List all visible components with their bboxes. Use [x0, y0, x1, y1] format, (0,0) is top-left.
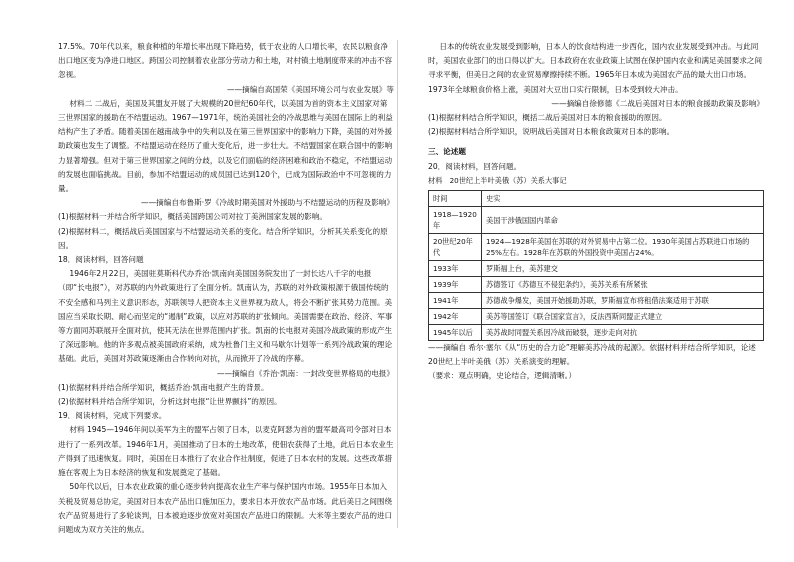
table-header-row	[429, 191, 764, 207]
row-time: 1941年	[429, 293, 482, 309]
question-19-material-end: 日本的传统农业发展受到影响，日本人的饮食结构进一步西化，国内农业发展受到冲击。与此同时，美国农业部门的出口得以扩大。日本政府在农业政策上试图在保护国内农业和满足美国要求之间寻求平衡，但美日之间的农业贸易摩擦持续不断。1965年日本成为美国农产品的最大出口市场。1973年全球粮食价格上涨，美国对大豆出口实行限制，日本受到较大冲击。	[428, 42, 763, 94]
row-event: 美苏等国签订《联合国家宣言》，反法西斯同盟正式建立	[482, 309, 764, 325]
left-column	[58, 40, 394, 537]
source-citation: ——摘编自布鲁斯·罗《冷战时期美国对外援助与不结盟运动的历程及影响》	[140, 198, 394, 208]
source-citation: ——摘编自高国荣《美国环境公司与农业发展》等	[226, 84, 394, 94]
table-row	[429, 207, 764, 234]
source-citation: ——摘编自徐修德《二战后美国对日本的粮食援助政策及影响》	[551, 98, 764, 108]
material-two-text: 材料二 二战后，美国及其盟友开展了大规模的20世纪60年代，以美国为首的资本主义国家对第三世界国家的援助在不结盟运动。1967—1971年，统治美国社会的冷战思维与美国在国际上的利益结构产生了矛盾。随着美国在越南战争中的失利以及在第三世界国家中的影响力下降，美国的对外援助政策也发生了调整。不结盟运动在经历了重大变化后，进一步壮大。不结盟国家在联合国中的影响力显著增强。但对于第三世界国家之间的分歧，以及它们面临的经济困难和政治不稳定，不结盟运动的发展也面临挑战。目前，参加不结盟运动的成员国已达到120个，已成为国际政治中不可忽视的力量。	[58, 98, 393, 194]
table-row	[429, 261, 764, 277]
question-18-material: 1946年2月22日，美国驻莫斯科代办乔治·凯南向美国国务院发出了一封长达八千字的电报（即“长电报”），对苏联的内外政策进行了全面分析。凯南认为，苏联的对外政策根源于俄国传统的不安全感和马列主义意识形态，苏联领导人把资本主义世界视为敌人，将会不断扩张其势力范围。美国应当采取长期、耐心而坚定的“遏制”政策，以应对苏联的扩张倾向。美国需要在政治、经济、军事等方面同苏联展开全面对抗，使其无法在世界范围内扩张。凯南的长电报对美国冷战政策的形成产生了深远影响。他的许多观点被美国政府采纳，成为杜鲁门主义和马歇尔计划等一系列冷战政策的理论基础。此后，美国对苏政策逐渐由合作转向对抗，从而掀开了冷战的序幕。	[58, 269, 393, 364]
question-20-heading: 20．阅读材料，回答问题。	[428, 161, 522, 171]
question-20-requirement: （要求：观点明确，史论结合，逻辑清晰。）	[428, 371, 577, 381]
row-event: 苏德战争爆发，美国开始援助苏联，罗斯福宣布将租借法案适用于苏联	[482, 293, 764, 309]
row-event: 罗斯福上台，美苏建交	[482, 261, 764, 277]
row-time: 1918—1920年	[429, 207, 482, 234]
question-19-material: 材料 1945—1946年间以美军为主的盟军占领了日本，以麦克阿瑟为首的盟军最高司令部对日本进行了一系列改革。1946年1月，美国推动了日本的土地改革，使佃农获得了土地，此后日本农业生产得到了迅速恢复。同时，美国在日本推行了农业合作社制度，促进了日本农村的发展。这些改革措施在客观上为日本经济的恢复和发展奠定了基础。	[58, 425, 394, 478]
question-19-2: (2)根据材料结合所学知识，说明战后美国对日本粮食政策对日本的影响。	[428, 127, 675, 137]
question-18-2: (2)依据材料并结合所学知识，分析这封电报“让世界颤抖”的原因。	[58, 397, 282, 407]
table-row	[429, 325, 764, 341]
header-time: 时间	[429, 191, 482, 207]
header-event: 史实	[482, 191, 764, 207]
question-17-1: (1)根据材料一并结合所学知识，概括美国跨国公司对拉丁美洲国家发展的影响。	[58, 212, 327, 222]
row-event: 美国干涉俄国国内革命	[482, 207, 764, 234]
table-caption: 材料 20世纪上半叶美俄（苏）关系大事记	[428, 175, 567, 185]
right-column	[428, 40, 764, 384]
column-divider	[397, 40, 398, 528]
row-time: 1945年以后	[429, 325, 482, 341]
table-row	[429, 277, 764, 293]
table-row	[429, 234, 764, 261]
question-18-1: (1)依据材料并结合所学知识，概括乔治·凯南电报产生的背景。	[58, 382, 269, 392]
events-table	[428, 190, 764, 341]
question-18-heading: 18．阅读材料，回答问题	[58, 255, 144, 265]
row-event: 苏德签订《苏德互不侵犯条约》，美苏关系有所紧张	[482, 277, 764, 293]
question-19-heading: 19．阅读材料，完成下列要求。	[58, 411, 167, 421]
question-19-1: (1)根据材料结合所学知识，概括二战后美国对日本的粮食援助的原因。	[428, 113, 667, 123]
material-one-text: 17.5%。70年代以来，粮食种植的年增长率出现下降趋势，低于农业的人口增长率，农民以粮食净出口地区变为净进口地区。跨国公司控制着农业部分劳动力和土地，对村镇土地制度带来的冲击不容忽视。	[58, 42, 393, 80]
question-19-material-cont: 50年代以后，日本农业政策的重心逐步转向提高农业生产率与保护国内市场。1955年日本加入关税及贸易总协定，美国对日本农产品出口施加压力，要求日本开放农产品市场。此后美日之间围绕农产品贸易进行了多轮谈判，日本被迫逐步放宽对美国农产品进口的限制。大米等主要农产品的进口问题成为双方关注的焦点。	[58, 482, 393, 534]
table-row	[429, 309, 764, 325]
row-time: 1942年	[429, 309, 482, 325]
section-three-heading: 三、论述题	[428, 147, 466, 157]
row-event: 1924—1928年美国在苏联的对外贸易中占第二位。1930年美国占苏联进口市场的25%左右。1928年在苏联的外国投资中美国占24%。	[482, 234, 764, 261]
row-time: 1933年	[429, 261, 482, 277]
row-time: 20世纪20年代	[429, 234, 482, 261]
question-17-2: (2)根据材料二，概括战后美国国家与不结盟运动关系的变化。结合所学知识，分析其关系变化的原因。	[58, 226, 388, 250]
table-row	[429, 293, 764, 309]
row-event: 美苏战时同盟关系因冷战而破裂，逐步走向对抗	[482, 325, 764, 341]
question-20-prompt: ——摘编自 希尔·塞尔《从“历史的合力论”理解美苏冷战的起源》。依据材料并结合所学知识，论述20世纪上半叶美俄（苏）关系演变的理解。	[428, 343, 756, 367]
row-time: 1939年	[429, 277, 482, 293]
source-citation: ——摘编自《乔治·凯南：一封改变世界格局的电报》	[216, 368, 394, 378]
